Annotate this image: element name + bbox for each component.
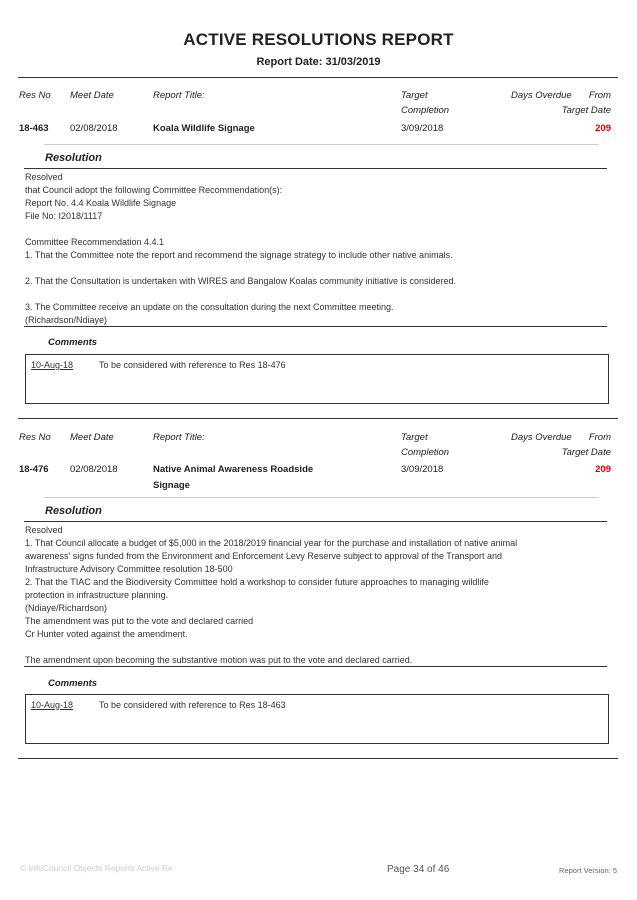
- report-date: Report Date: 31/03/2019: [256, 56, 381, 68]
- comments-heading: Comments: [48, 678, 98, 689]
- divider: [18, 77, 618, 78]
- divider: [18, 418, 618, 419]
- divider: [24, 168, 607, 169]
- header-meet-date: Meet Date: [70, 432, 114, 443]
- comment-date: 10-Aug-18: [31, 700, 74, 710]
- header-completion: Completion: [401, 447, 450, 458]
- resolution-text: Resolved 1. That Council allocate a budget of $5,000 in the 2018/2019 financial year for the purchase and installation of native animal awareness' signs funded from the Environment and Enforcement Levy Reserve subject to approval of the Transport and Infrastructure Advisory Committee resolution 18-500 2. That the TIAC and the Biodiversity Committee hold a workshop to consider future approaches to managing wildlife protection in infrastructure planning. (Ndiaye/Richardson) The amendment was put to the vote and declared carried Cr Hunter voted against the amendment. The amendment upon becoming the substantive motion was put to the vote and declared carried.: [25, 525, 518, 665]
- header-report-title: Report Title:: [153, 432, 205, 443]
- days-overdue: 209: [595, 464, 611, 475]
- divider: [44, 497, 599, 498]
- header-completion: Completion: [401, 105, 450, 116]
- meet-date: 02/08/2018: [70, 464, 118, 475]
- comment-date: 10-Aug-18: [31, 360, 74, 370]
- header-report-title: Report Title:: [153, 90, 205, 101]
- divider: [24, 521, 607, 522]
- header-target: Target: [401, 90, 428, 101]
- header-meet-date: Meet Date: [70, 90, 114, 101]
- report-title: ACTIVE RESOLUTIONS REPORT: [183, 30, 454, 49]
- meet-date: 02/08/2018: [70, 123, 118, 134]
- comment-box: [25, 354, 609, 404]
- days-overdue: 209: [595, 123, 611, 134]
- comment-text: To be considered with reference to Res 18-476: [99, 360, 286, 370]
- res-no: 18-476: [19, 464, 49, 475]
- divider: [18, 758, 618, 759]
- divider: [24, 666, 607, 667]
- res-no: 18-463: [19, 123, 49, 134]
- report-title-value: Koala Wildlife Signage: [153, 123, 255, 134]
- resolution-heading: Resolution: [45, 505, 102, 517]
- divider: [44, 144, 599, 145]
- footer-copyright: © InfoCouncil Objects Reports Active Re: [20, 863, 173, 873]
- report-title-value-line2: Signage: [153, 480, 190, 491]
- header-target-date: Target Date: [561, 447, 611, 458]
- header-from: From: [588, 432, 611, 443]
- header-target: Target: [401, 432, 428, 443]
- target-completion: 3/09/2018: [401, 464, 444, 475]
- resolution-text: Resolved that Council adopt the following Committee Recommendation(s): Report No. 4.4 Koala Wildlife Signage File No: I2018/1117 Committee Recommendation 4.4.1 1. That the Committee note the report and recommend the signage strategy to include other native animals. 2. That the Consultation is undertaken with WIRES and Bangalow Koalas community initiative is considered. 3. The Committee receive an update on the consultation during the next Committee meeting. (Richardson/Ndiaye): [25, 172, 457, 325]
- header-days-overdue: Days Overdue: [511, 90, 572, 101]
- resolution-heading: Resolution: [45, 152, 102, 164]
- report-version: Report Version: 5: [559, 866, 617, 875]
- page-number: Page 34 of 46: [387, 864, 450, 875]
- header-from: From: [588, 90, 611, 101]
- target-completion: 3/09/2018: [401, 123, 444, 134]
- comment-text: To be considered with reference to Res 18-463: [99, 700, 286, 710]
- report-title-value: Native Animal Awareness Roadside: [153, 464, 314, 475]
- header-res-no: Res No: [19, 432, 51, 443]
- comments-heading: Comments: [48, 337, 98, 348]
- header-target-date: Target Date: [561, 105, 611, 116]
- header-days-overdue: Days Overdue: [511, 432, 572, 443]
- header-res-no: Res No: [19, 90, 51, 101]
- divider: [24, 326, 607, 327]
- comment-box: [25, 694, 609, 744]
